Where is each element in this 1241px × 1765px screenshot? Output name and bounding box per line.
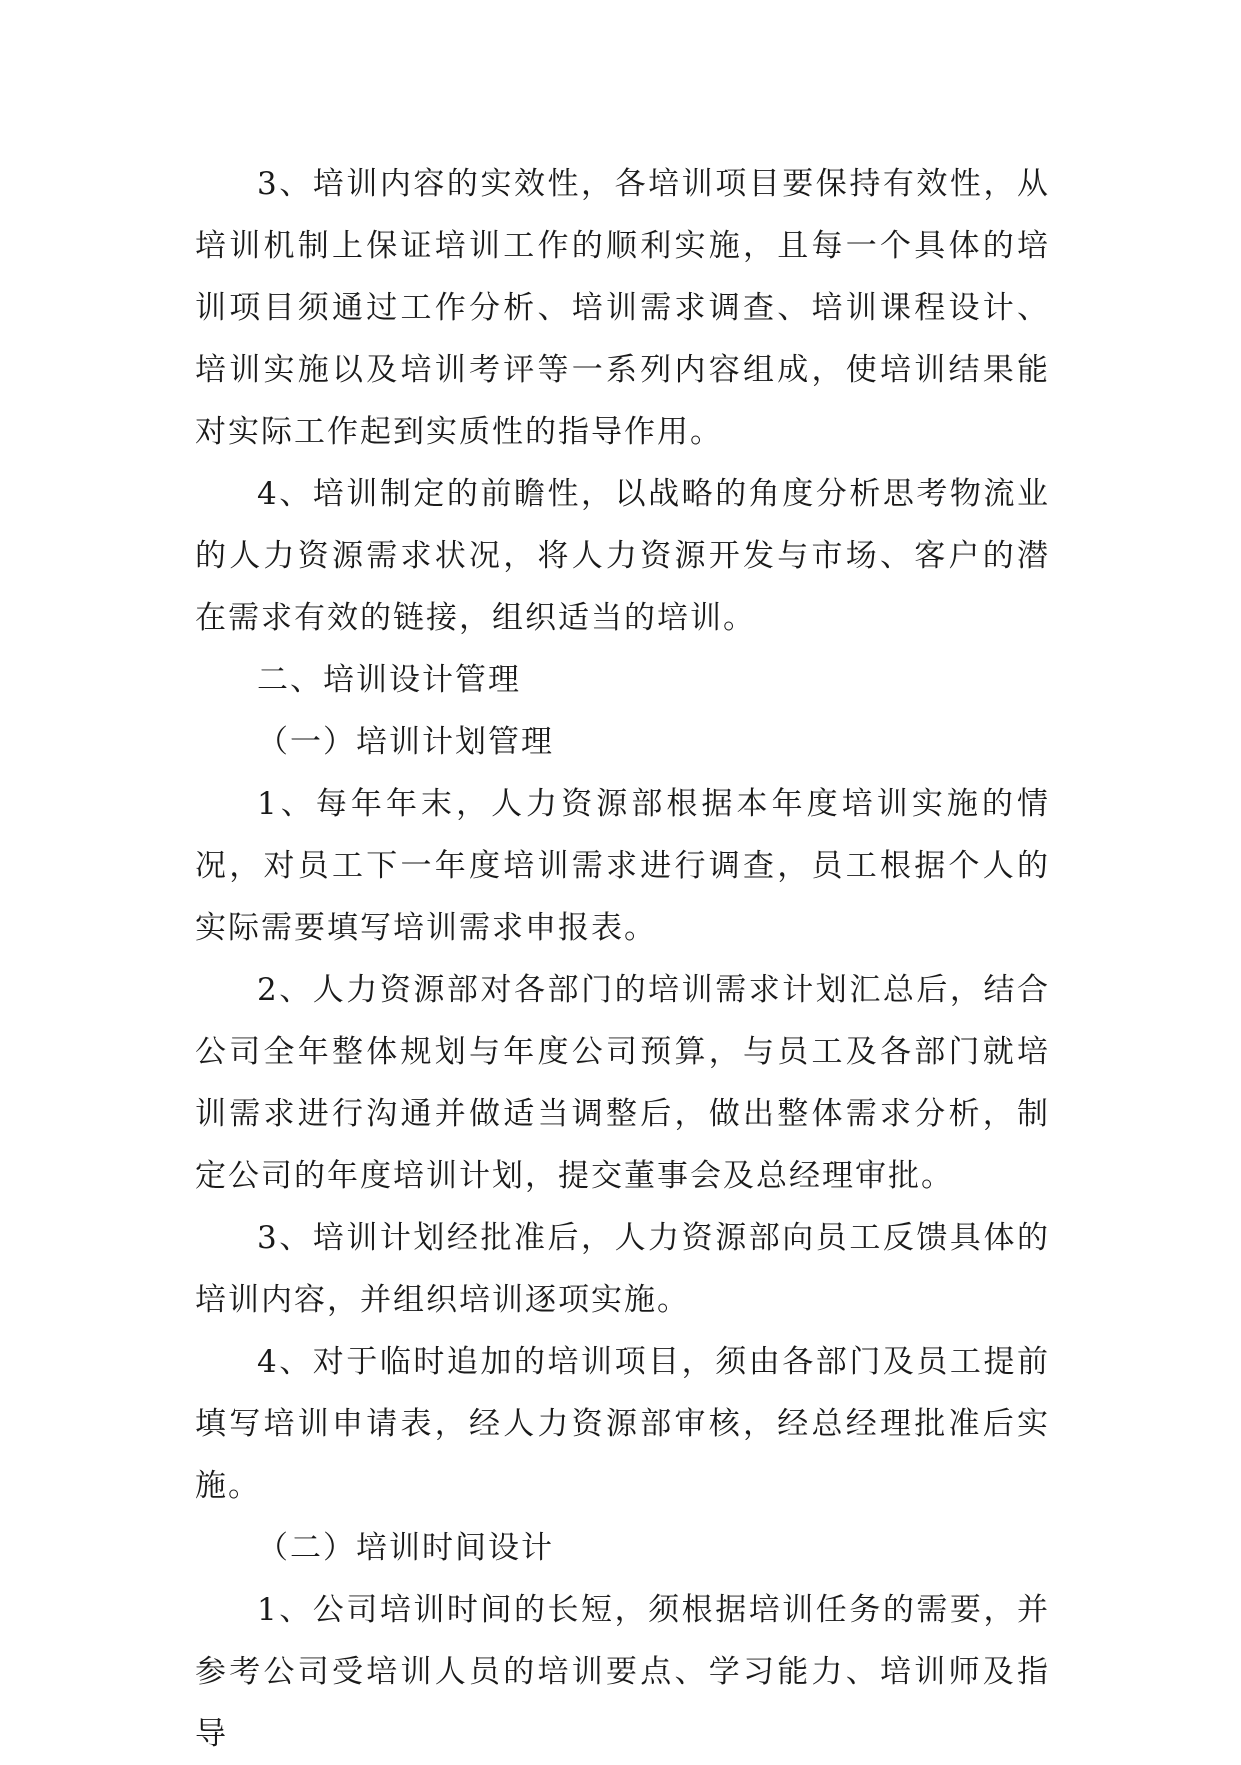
paragraph-training-effectiveness: 3、培训内容的实效性，各培训项目要保持有效性，从培训机制上保证培训工作的顺利实施，且每一个具体的培训项目须通过工作分析、培训需求调查、培训课程设计、培训实施以及培训考评等一系列内容组成，使培训结果能对实际工作起到实质性的指导作用。 [195, 166, 1050, 450]
paragraph-plan-step-3: 3、培训计划经批准后，人力资源部向员工反馈具体的培训内容，并组织培训逐项实施。 [195, 1220, 1050, 1318]
subsection-heading-time-design: （二）培训时间设计 [257, 1530, 554, 1566]
paragraph-plan-step-4: 4、对于临时追加的培训项目，须由各部门及员工提前填写培训申请表，经人力资源部审核，经总经理批准后实施。 [195, 1344, 1050, 1504]
section-heading-design-management: 二、培训设计管理 [257, 662, 521, 698]
paragraph-plan-step-1: 1、每年年末，人力资源部根据本年度培训实施的情况，对员工下一年度培训需求进行调查，员工根据个人的实际需要填写培训需求申报表。 [195, 786, 1050, 946]
subsection-heading-plan-management: （一）培训计划管理 [257, 724, 554, 760]
paragraph-time-step-1: 1、公司培训时间的长短，须根据培训任务的需要，并参考公司受培训人员的培训要点、学习能力、培训师及指导 [195, 1592, 1050, 1752]
paragraph-training-foresight: 4、培训制定的前瞻性，以战略的角度分析思考物流业的人力资源需求状况，将人力资源开发与市场、客户的潜在需求有效的链接，组织适当的培训。 [195, 476, 1050, 636]
paragraph-plan-step-2: 2、人力资源部对各部门的培训需求计划汇总后，结合公司全年整体规划与年度公司预算，与员工及各部门就培训需求进行沟通并做适当调整后，做出整体需求分析，制定公司的年度培训计划，提交董事会及总经理审批。 [195, 972, 1050, 1194]
document-body [195, 153, 1050, 1765]
